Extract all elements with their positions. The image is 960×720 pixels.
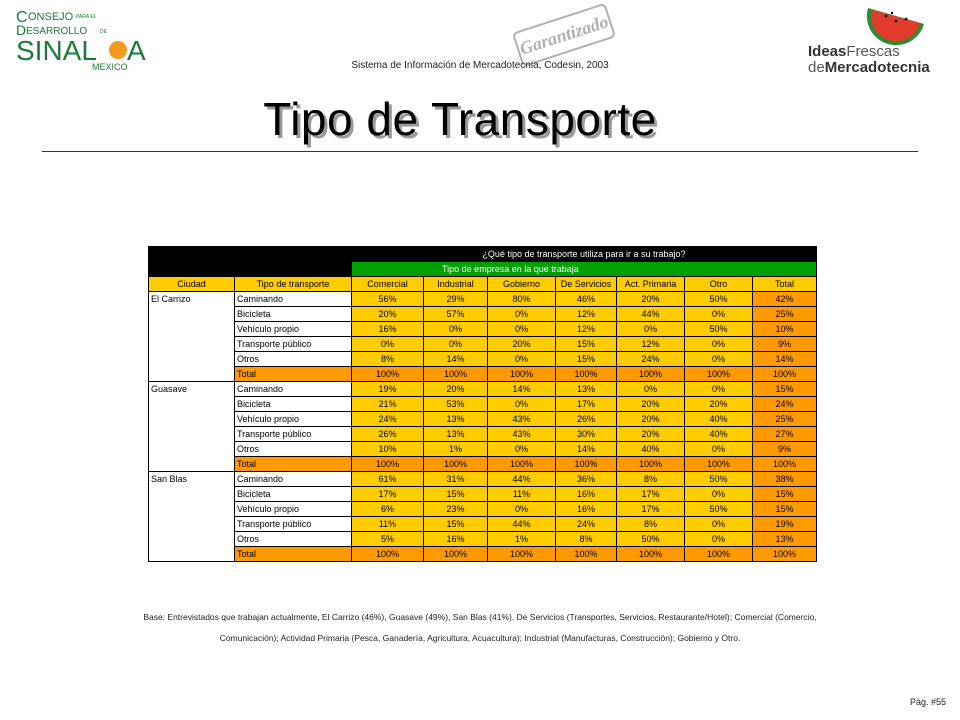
value-cell: 20% <box>424 382 488 397</box>
value-cell: 8% <box>556 532 617 547</box>
value-cell: 0% <box>488 307 556 322</box>
value-cell: 20% <box>617 292 685 307</box>
col-header-5: Otro <box>685 277 753 292</box>
value-cell: 17% <box>352 487 424 502</box>
value-cell: 100% <box>352 547 424 562</box>
logo-right-line-1: IdeasFrescas <box>808 43 900 60</box>
value-cell: 80% <box>488 292 556 307</box>
value-cell: 13% <box>753 532 817 547</box>
value-cell: 20% <box>617 412 685 427</box>
value-cell: 46% <box>556 292 617 307</box>
value-cell: 100% <box>753 547 817 562</box>
value-cell: 50% <box>685 292 753 307</box>
value-cell: 14% <box>488 382 556 397</box>
value-cell: 24% <box>352 412 424 427</box>
value-cell: 40% <box>617 442 685 457</box>
value-cell: 15% <box>753 502 817 517</box>
value-cell: 100% <box>488 547 556 562</box>
value-cell: 15% <box>556 352 617 367</box>
transport-label: Caminando <box>235 382 352 397</box>
transport-label: Transporte público <box>235 427 352 442</box>
logo-line-3b: A <box>127 35 146 66</box>
value-cell: 26% <box>352 427 424 442</box>
value-cell: 100% <box>685 367 753 382</box>
table-row <box>149 382 817 397</box>
value-cell: 56% <box>352 292 424 307</box>
value-cell: 8% <box>617 472 685 487</box>
transport-label: Bicicleta <box>235 397 352 412</box>
value-cell: 100% <box>753 367 817 382</box>
city-cell: San Blas <box>149 472 235 562</box>
value-cell: 0% <box>685 442 753 457</box>
value-cell: 100% <box>617 367 685 382</box>
value-cell: 40% <box>685 427 753 442</box>
value-cell: 0% <box>617 382 685 397</box>
value-cell: 24% <box>753 397 817 412</box>
value-cell: 20% <box>352 307 424 322</box>
value-cell: 0% <box>488 352 556 367</box>
value-cell: 13% <box>424 427 488 442</box>
value-cell: 6% <box>352 502 424 517</box>
logo-line-3: SINAL <box>16 35 97 66</box>
table-row <box>149 367 817 382</box>
value-cell: 0% <box>488 397 556 412</box>
value-cell: 13% <box>556 382 617 397</box>
value-cell: 24% <box>617 352 685 367</box>
value-cell: 61% <box>352 472 424 487</box>
value-cell: 0% <box>685 487 753 502</box>
value-cell: 8% <box>352 352 424 367</box>
title-divider <box>42 151 918 152</box>
transport-label: Bicicleta <box>235 307 352 322</box>
transport-label: Total <box>235 457 352 472</box>
transport-label: Vehículo propio <box>235 412 352 427</box>
table-row <box>149 517 817 532</box>
value-cell: 100% <box>753 457 817 472</box>
transport-label: Otros <box>235 532 352 547</box>
value-cell: 36% <box>556 472 617 487</box>
value-cell: 100% <box>685 457 753 472</box>
transport-label: Total <box>235 547 352 562</box>
value-cell: 5% <box>352 532 424 547</box>
base-note-line-2: Comunicación); Actividad Primaria (Pesca, Ganadería, Agricultura, Acuacultura); Industrial (Manufacturas, Construcción); Gobierno y Otro. <box>219 633 741 643</box>
col-header-4: Act. Primaria <box>617 277 685 292</box>
value-cell: 20% <box>617 427 685 442</box>
value-cell: 29% <box>424 292 488 307</box>
value-cell: 16% <box>556 502 617 517</box>
value-cell: 43% <box>488 427 556 442</box>
col-header-transport: Tipo de transporte <box>235 277 352 292</box>
logo-line-1b: ONSEJO <box>28 11 74 23</box>
value-cell: 0% <box>352 337 424 352</box>
transport-label: Vehículo propio <box>235 322 352 337</box>
group-header-row <box>149 262 817 277</box>
value-cell: 12% <box>617 337 685 352</box>
value-cell: 11% <box>488 487 556 502</box>
col-header-0: Comercial <box>352 277 424 292</box>
value-cell: 1% <box>424 442 488 457</box>
table-row <box>149 457 817 472</box>
value-cell: 100% <box>556 367 617 382</box>
sun-icon <box>109 41 127 59</box>
value-cell: 25% <box>753 412 817 427</box>
value-cell: 11% <box>352 517 424 532</box>
value-cell: 24% <box>556 517 617 532</box>
table-row <box>149 352 817 367</box>
col-header-3: De Servicios <box>556 277 617 292</box>
value-cell: 23% <box>424 502 488 517</box>
value-cell: 0% <box>685 532 753 547</box>
value-cell: 50% <box>685 322 753 337</box>
value-cell: 25% <box>753 307 817 322</box>
transport-label: Total <box>235 367 352 382</box>
watermelon-icon <box>867 8 924 45</box>
value-cell: 0% <box>488 322 556 337</box>
value-cell: 100% <box>685 547 753 562</box>
value-cell: 0% <box>488 442 556 457</box>
value-cell: 10% <box>753 322 817 337</box>
value-cell: 19% <box>352 382 424 397</box>
logo-line-1: C <box>16 9 28 26</box>
transport-label: Otros <box>235 442 352 457</box>
table-row <box>149 412 817 427</box>
value-cell: 14% <box>424 352 488 367</box>
value-cell: 21% <box>352 397 424 412</box>
page-number: Pág. #55 <box>909 697 946 707</box>
value-cell: 53% <box>424 397 488 412</box>
value-cell: 100% <box>617 547 685 562</box>
value-cell: 0% <box>424 322 488 337</box>
value-cell: 16% <box>556 487 617 502</box>
value-cell: 100% <box>424 547 488 562</box>
value-cell: 14% <box>753 352 817 367</box>
group-header-spacer <box>149 262 352 277</box>
value-cell: 44% <box>617 307 685 322</box>
value-cell: 50% <box>685 472 753 487</box>
base-note-line-1: Base: Entrevistados que trabajan actualmente, El Carrizo (46%), Guasave (49%), San Blas (41%). De Servicios (Transportes, Servicios, Restaurante/Hotel); Comercial (Comercio, <box>143 612 817 622</box>
question-text: ¿Qué tipo de transporte utiliza para ir a su trabajo? <box>352 247 817 262</box>
value-cell: 0% <box>685 337 753 352</box>
value-cell: 50% <box>617 532 685 547</box>
logo-line-4: MEXICO <box>92 62 128 72</box>
value-cell: 50% <box>685 502 753 517</box>
table-row <box>149 337 817 352</box>
city-cell: Guasave <box>149 382 235 472</box>
value-cell: 26% <box>556 412 617 427</box>
value-cell: 16% <box>424 532 488 547</box>
stamp-text: Garantizado <box>517 11 611 59</box>
value-cell: 0% <box>617 322 685 337</box>
value-cell: 100% <box>352 367 424 382</box>
value-cell: 19% <box>753 517 817 532</box>
value-cell: 43% <box>488 412 556 427</box>
column-header-row <box>149 277 817 292</box>
value-cell: 9% <box>753 337 817 352</box>
value-cell: 42% <box>753 292 817 307</box>
transport-table <box>148 246 817 562</box>
group-header: Tipo de empresa en la que trabaja <box>352 262 817 277</box>
value-cell: 27% <box>753 427 817 442</box>
value-cell: 44% <box>488 472 556 487</box>
value-cell: 15% <box>424 517 488 532</box>
logo-right-line-2: deMercadotecnia <box>808 59 930 74</box>
value-cell: 12% <box>556 322 617 337</box>
table-row <box>149 502 817 517</box>
value-cell: 100% <box>556 457 617 472</box>
value-cell: 44% <box>488 517 556 532</box>
transport-label: Caminando <box>235 472 352 487</box>
value-cell: 40% <box>685 412 753 427</box>
value-cell: 100% <box>617 457 685 472</box>
transport-label: Bicicleta <box>235 487 352 502</box>
question-row <box>149 247 817 262</box>
value-cell: 14% <box>556 442 617 457</box>
transport-table-wrapper <box>148 246 817 562</box>
value-cell: 31% <box>424 472 488 487</box>
value-cell: 10% <box>352 442 424 457</box>
value-cell: 0% <box>685 517 753 532</box>
col-header-1: Industrial <box>424 277 488 292</box>
city-cell: El Carrizo <box>149 292 235 382</box>
value-cell: 17% <box>617 502 685 517</box>
table-row <box>149 472 817 487</box>
value-cell: 100% <box>488 457 556 472</box>
value-cell: 30% <box>556 427 617 442</box>
value-cell: 57% <box>424 307 488 322</box>
value-cell: 20% <box>488 337 556 352</box>
value-cell: 13% <box>424 412 488 427</box>
value-cell: 0% <box>685 352 753 367</box>
table-row <box>149 532 817 547</box>
value-cell: 100% <box>424 367 488 382</box>
value-cell: 100% <box>556 547 617 562</box>
value-cell: 9% <box>753 442 817 457</box>
value-cell: 12% <box>556 307 617 322</box>
value-cell: 0% <box>488 502 556 517</box>
table-row <box>149 442 817 457</box>
transport-label: Otros <box>235 352 352 367</box>
col-header-6: Total <box>753 277 817 292</box>
value-cell: 0% <box>424 337 488 352</box>
table-row <box>149 307 817 322</box>
logo-line-2: D <box>16 22 27 38</box>
base-note <box>120 607 840 649</box>
value-cell: 16% <box>352 322 424 337</box>
table-row <box>149 427 817 442</box>
value-cell: 38% <box>753 472 817 487</box>
logo-small-1: PARA EL <box>76 14 97 20</box>
page-title: Tipo de Transporte <box>263 93 657 145</box>
col-header-2: Gobierno <box>488 277 556 292</box>
table-row <box>149 487 817 502</box>
value-cell: 0% <box>685 307 753 322</box>
page-subtitle: Sistema de Información de Mercadotecnia, Codesin, 2003 <box>351 60 609 71</box>
garantizado-stamp <box>506 4 622 66</box>
transport-label: Caminando <box>235 292 352 307</box>
transport-label: Transporte público <box>235 517 352 532</box>
value-cell: 17% <box>617 487 685 502</box>
table-row <box>149 322 817 337</box>
value-cell: 15% <box>556 337 617 352</box>
table-row <box>149 292 817 307</box>
value-cell: 100% <box>352 457 424 472</box>
transport-table-body <box>149 247 817 562</box>
value-cell: 15% <box>424 487 488 502</box>
value-cell: 8% <box>617 517 685 532</box>
value-cell: 15% <box>753 487 817 502</box>
question-spacer <box>149 247 352 262</box>
value-cell: 20% <box>685 397 753 412</box>
table-row <box>149 547 817 562</box>
value-cell: 100% <box>424 457 488 472</box>
value-cell: 20% <box>617 397 685 412</box>
logo-line-2b: ESARROLLO <box>26 26 88 37</box>
value-cell: 1% <box>488 532 556 547</box>
table-row <box>149 397 817 412</box>
transport-label: Transporte público <box>235 337 352 352</box>
value-cell: 17% <box>556 397 617 412</box>
value-cell: 100% <box>488 367 556 382</box>
value-cell: 15% <box>753 382 817 397</box>
logo-small-2: DE <box>100 29 107 35</box>
value-cell: 0% <box>685 382 753 397</box>
transport-label: Vehículo propio <box>235 502 352 517</box>
col-header-city: Ciudad <box>149 277 235 292</box>
